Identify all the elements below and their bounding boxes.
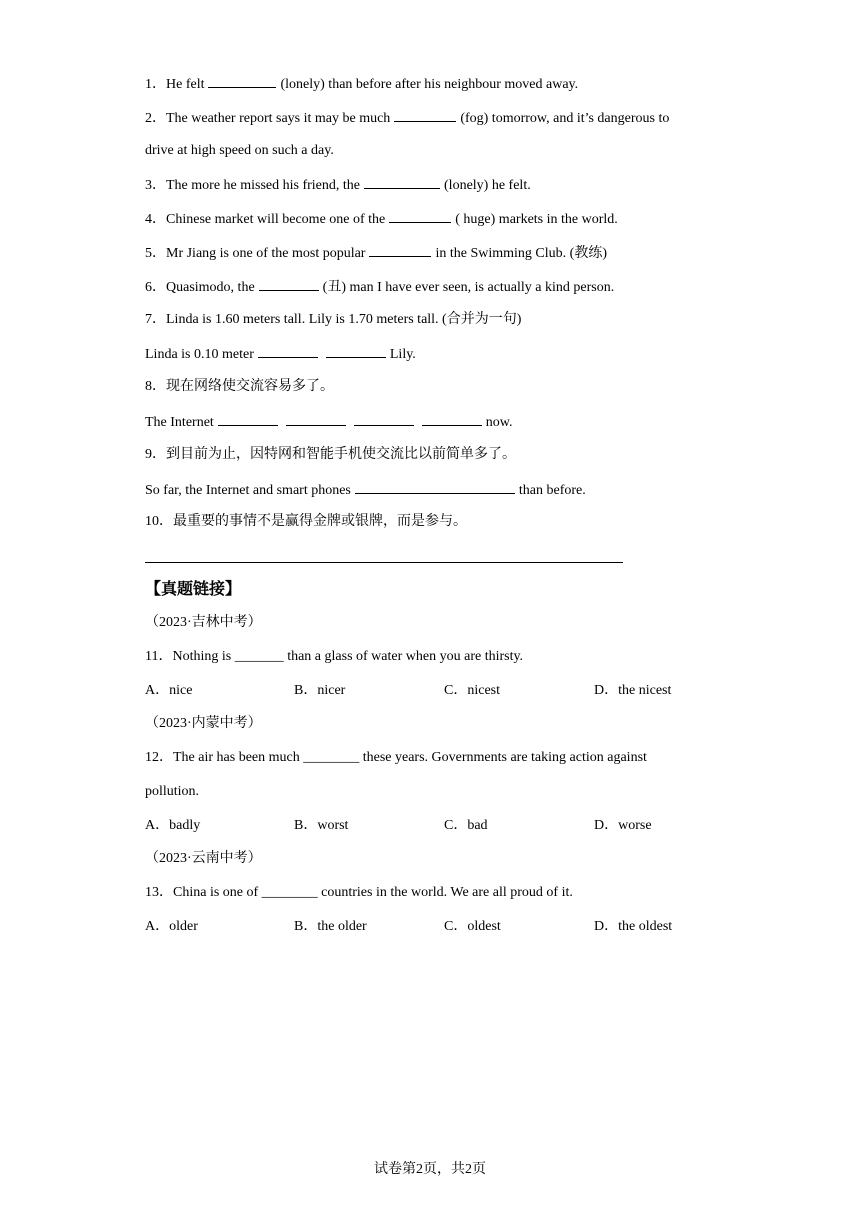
q12-stem: 12．The air has been much ________ these years. Governments are taking action against	[145, 750, 647, 765]
q3-text-after: (lonely) he felt.	[444, 178, 531, 193]
q13-option-c[interactable]: C．oldest	[444, 919, 501, 934]
question-10	[145, 512, 467, 532]
q3-blank[interactable]	[364, 174, 440, 189]
q4-blank[interactable]	[389, 208, 451, 223]
q12-source: （2023·内蒙中考）	[145, 716, 262, 731]
q9-blank[interactable]	[355, 479, 515, 494]
section-title: 【真题链接】	[145, 579, 242, 598]
q6-text-after: (丑) man I have ever seen, is actually a kind person.	[322, 280, 615, 295]
q11-option-c[interactable]: C．nicest	[444, 683, 500, 698]
q3-text-before: 3．The more he missed his friend, the	[145, 178, 361, 193]
q12-option-b[interactable]: B．worst	[294, 818, 349, 833]
q13-stem: 13．China is one of ________ countries in the world. We are all proud of it.	[145, 885, 573, 900]
q2-text-after: (fog) tomorrow, and it’s dangerous to	[460, 111, 670, 126]
q7-text-after: Lily.	[389, 347, 416, 362]
q12-option-d[interactable]: D．worse	[594, 818, 652, 833]
q5-text-before: 5．Mr Jiang is one of the most popular	[145, 246, 366, 261]
question-4	[145, 208, 618, 230]
q10-text: 10．最重要的事情不是赢得金牌或银牌，而是参与。	[145, 514, 467, 529]
q1-text-before: 1．He felt	[145, 77, 205, 92]
q11-option-d[interactable]: D．the nicest	[594, 683, 672, 698]
question-1	[145, 73, 578, 95]
question-8	[145, 377, 334, 397]
q2-blank[interactable]	[394, 107, 456, 122]
q5-text-after: in the Swimming Club. (教练)	[435, 246, 607, 261]
q1-text-after: (lonely) than before after his neighbour moved away.	[280, 77, 579, 92]
question-2-continued	[145, 141, 334, 161]
q11-source: （2023·吉林中考）	[145, 615, 262, 630]
q8-text-before: The Internet	[145, 415, 214, 430]
q8-blank-4[interactable]	[422, 411, 482, 426]
q7-blank-1[interactable]	[258, 343, 318, 358]
q8-blank-1[interactable]	[218, 411, 278, 426]
q11-option-a[interactable]: A．nice	[145, 683, 193, 698]
q4-text-after: ( huge) markets in the world.	[455, 212, 618, 227]
question-7-answer	[145, 343, 416, 365]
q12-option-c[interactable]: C．bad	[444, 818, 488, 833]
q9-text-before: So far, the Internet and smart phones	[145, 483, 351, 498]
question-7	[145, 310, 521, 330]
q13-option-d[interactable]: D．the oldest	[594, 919, 673, 934]
q7-text: 7．Linda is 1.60 meters tall. Lily is 1.70 meters tall. (合并为一句)	[145, 312, 522, 327]
q12-option-a[interactable]: A．badly	[145, 818, 201, 833]
q8-blank-2[interactable]	[286, 411, 346, 426]
q9-text: 9．到目前为止，因特网和智能手机使交流比以前简单多了。	[145, 447, 516, 462]
q10-answer-line[interactable]	[145, 562, 623, 563]
q8-text-after: now.	[485, 415, 513, 430]
question-5	[145, 242, 607, 264]
q13-source: （2023·云南中考）	[145, 851, 262, 866]
q13-option-a[interactable]: A．older	[145, 919, 198, 934]
q12-stem-cont: pollution.	[145, 784, 200, 799]
question-8-answer	[145, 411, 513, 433]
question-2	[145, 107, 669, 129]
q2-text-before: 2．The weather report says it may be much	[145, 111, 391, 126]
q11-option-b[interactable]: B．nicer	[294, 683, 346, 698]
q9-text-after: than before.	[518, 483, 586, 498]
q13-option-b[interactable]: B．the older	[294, 919, 367, 934]
q11-stem: 11．Nothing is _______ than a glass of water when you are thirsty.	[145, 649, 524, 664]
q6-text-before: 6．Quasimodo, the	[145, 280, 255, 295]
q8-blank-3[interactable]	[354, 411, 414, 426]
q8-text: 8．现在网络使交流容易多了。	[145, 379, 334, 394]
question-3	[145, 174, 531, 196]
q1-blank[interactable]	[208, 73, 276, 88]
question-6	[145, 276, 614, 298]
q7-text-before: Linda is 0.10 meter	[145, 347, 254, 362]
question-9	[145, 445, 516, 465]
question-9-answer	[145, 479, 586, 501]
q2-text-cont: drive at high speed on such a day.	[145, 143, 334, 158]
q4-text-before: 4．Chinese market will become one of the	[145, 212, 386, 227]
q7-blank-2[interactable]	[326, 343, 386, 358]
q5-blank[interactable]	[369, 242, 431, 257]
q6-blank[interactable]	[259, 276, 319, 291]
page-footer: 试卷第2页，共2页	[374, 1162, 486, 1177]
